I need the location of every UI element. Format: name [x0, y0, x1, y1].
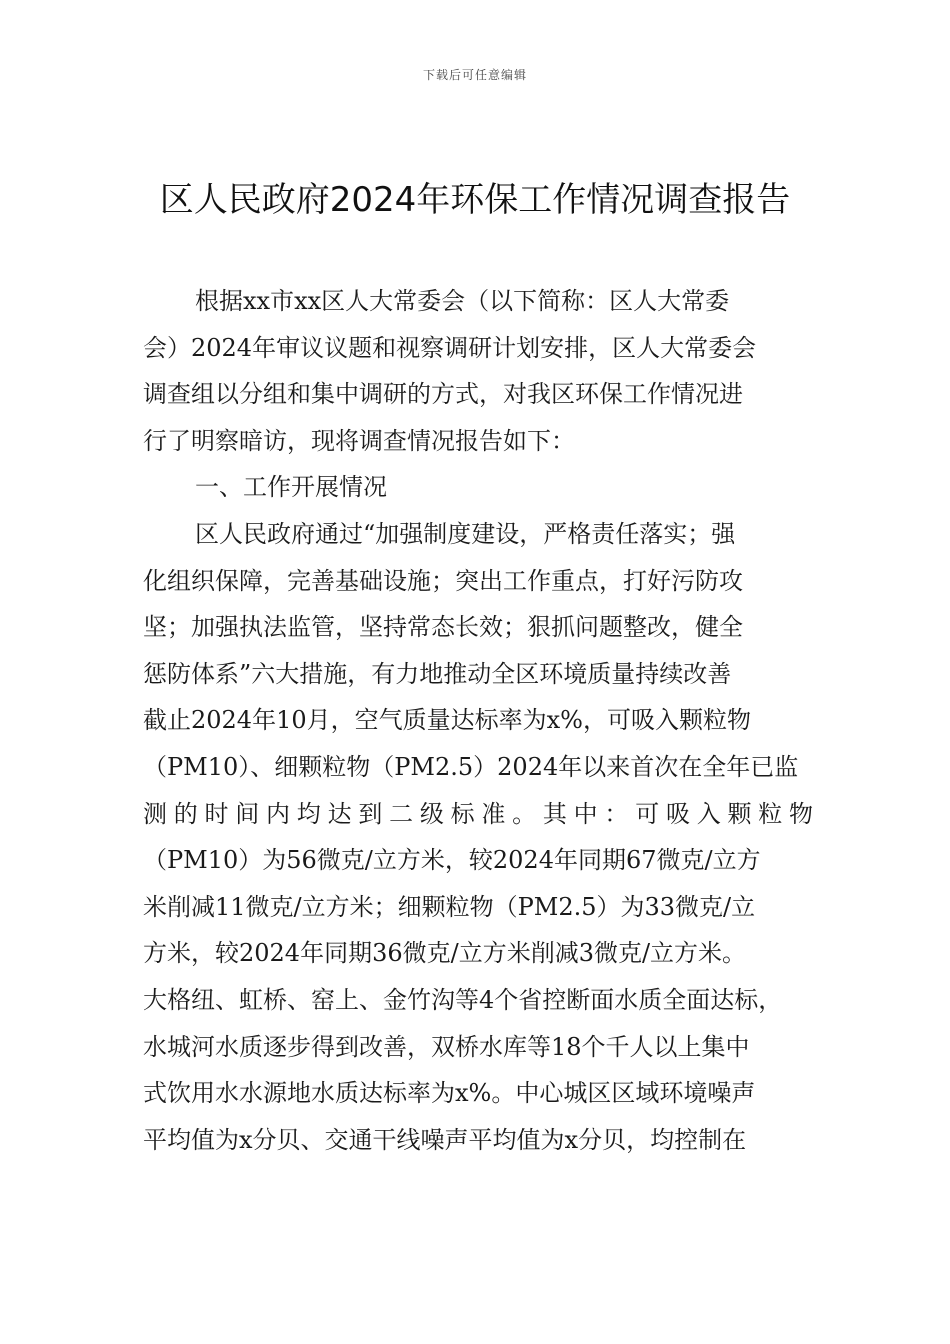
- paragraph-line: 调查组以分组和集中调研的方式，对我区环保工作情况进: [143, 380, 743, 409]
- document-body: [143, 278, 813, 1163]
- paragraph-line: 惩防体系”六大措施，有力地推动全区环境质量持续改善: [143, 659, 732, 688]
- paragraph-line: 平均值为x分贝、交通干线噪声平均值为x分贝，均控制在: [143, 1125, 747, 1154]
- paragraph-line: 行了明察暗访，现将调查情况报告如下：: [143, 426, 575, 455]
- paragraph-line: 根据xx市xx区人大常委会（以下简称：区人大常委: [195, 287, 730, 315]
- paragraph-line: 化组织保障，完善基础设施；突出工作重点，打好污防攻: [143, 566, 743, 595]
- paragraph-line: （PM10）、细颗粒物（PM2.5）2024年以来首次在全年已监: [143, 752, 799, 781]
- paragraph-line: 区人民政府通过“加强制度建设，严格责任落实；强: [195, 519, 736, 548]
- paragraph-line: 方米，较2024年同期36微克/立方米削减3微克/立方米。: [143, 939, 747, 968]
- page-header-note: 下载后可任意编辑: [422, 68, 527, 82]
- paragraph-line: 会）2024年审议议题和视察调研计划安排，区人大常委会: [143, 333, 757, 362]
- document-title: 区人民政府2024年环保工作情况调查报告: [159, 180, 791, 220]
- paragraph-line: 测的时间内均达到二级标准。其中：可吸入颗粒物: [143, 799, 813, 828]
- paragraph-line: 米削减11微克/立方米；细颗粒物（PM2.5）为33微克/立: [143, 892, 756, 921]
- paragraph-line: 式饮用水水源地水质达标率为x%。中心城区区域环境噪声: [143, 1079, 756, 1108]
- paragraph-line: 坚；加强执法监管，坚持常态长效；狠抓问题整改，健全: [143, 613, 743, 642]
- paragraph-line: （PM10）为56微克/立方米，较2024年同期67微克/立方: [143, 846, 761, 875]
- paragraph-line: 水城河水质逐步得到改善，双桥水库等18个千人以上集中: [143, 1032, 750, 1061]
- paragraph-line: 截止2024年10月，空气质量达标率为x%，可吸入颗粒物: [143, 706, 751, 735]
- section-heading: 一、工作开展情况: [195, 473, 387, 502]
- paragraph-line: 大格纽、虹桥、窑上、金竹沟等4个省控断面水质全面达标，: [143, 985, 783, 1014]
